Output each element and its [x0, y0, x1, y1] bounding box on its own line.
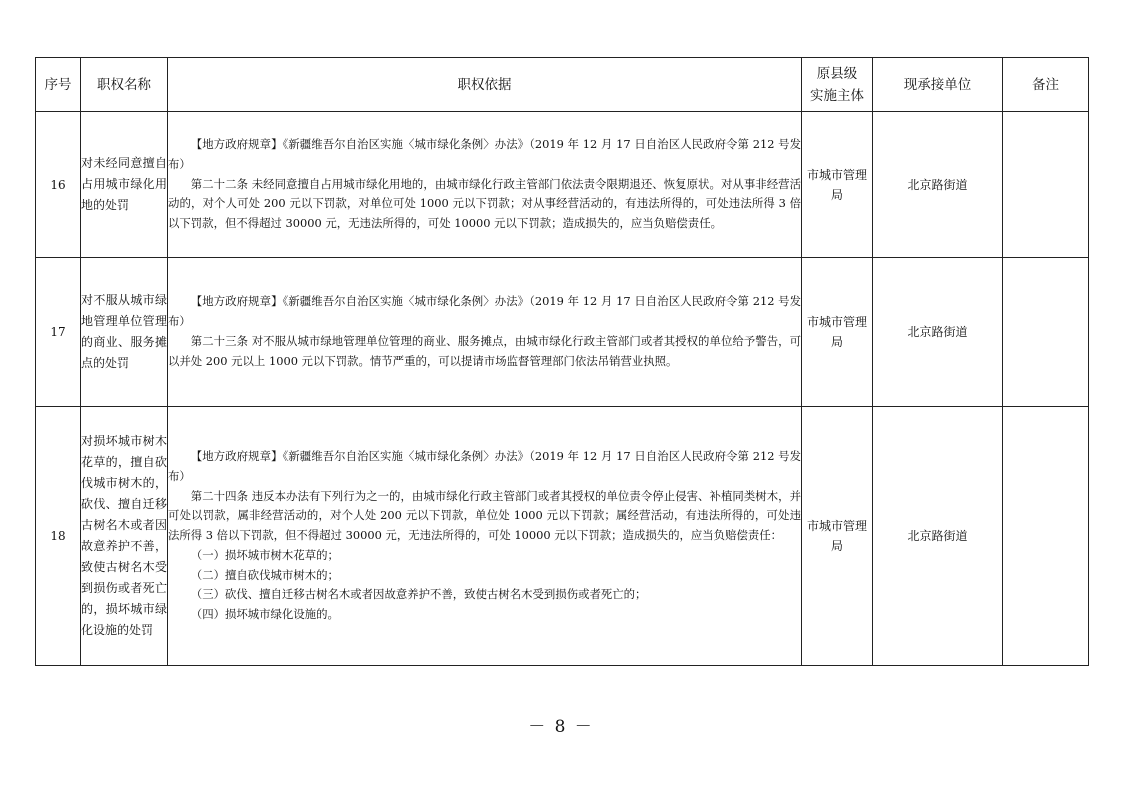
- basis-paragraph: 【地方政府规章】《新疆维吾尔自治区实施〈城市绿化条例〉办法》（2019 年 12 月 17 日自治区人民政府令第 212 号发布）: [168, 448, 801, 483]
- basis-item: （四）损坏城市绿化设施的。: [190, 607, 339, 622]
- header-original-implementer: [802, 58, 873, 112]
- header-seq: 序号: [36, 58, 81, 112]
- basis-paragraph: 第二十二条 未经同意擅自占用城市绿化用地的，由城市绿化行政主管部门依法责令限期退还、恢复原状。对从事非经营活动的，对个人可处 200 元以下罚款，对单位可处 1000 元以下罚款；对从事经营活动的，有违法所得的，可处违法所得 3 倍以下罚款，但不得超过 30000 元，无违法所得的，可处 10000 元以下罚款；造成损失的，应当负赔偿责任。: [168, 176, 801, 231]
- powers-table: [35, 57, 1089, 666]
- table-row: [36, 407, 1089, 666]
- row-remarks: [1003, 112, 1089, 258]
- header-row: [36, 58, 1089, 112]
- header-orig-line2: 实施主体: [810, 87, 864, 104]
- row-original-implementer: 市城市管理局: [802, 112, 873, 258]
- row-basis: [168, 112, 802, 258]
- row-successor: 北京路街道: [873, 407, 1003, 666]
- row-seq: 16: [36, 112, 81, 258]
- row-seq: 18: [36, 407, 81, 666]
- header-basis: 职权依据: [168, 58, 802, 112]
- row-original-implementer: 市城市管理局: [802, 258, 873, 407]
- row-remarks: [1003, 407, 1089, 666]
- row-name: 对未经同意擅自占用城市绿化用地的处罚: [81, 112, 168, 258]
- row-remarks: [1003, 258, 1089, 407]
- basis-item: （二）擅自砍伐城市树木的；: [190, 567, 339, 582]
- page-number: － 8 －: [528, 717, 594, 737]
- header-name: 职权名称: [81, 58, 168, 112]
- row-name: 对损坏城市树木花草的，擅自砍伐城市树木的，砍伐、擅自迁移古树名木或者因故意养护不善，致使古树名木受到损伤或者死亡的，损坏城市绿化设施的处罚: [81, 407, 168, 666]
- header-successor: 现承接单位: [873, 58, 1003, 112]
- basis-paragraph: 【地方政府规章】《新疆维吾尔自治区实施〈城市绿化条例〉办法》（2019 年 12 月 17 日自治区人民政府令第 212 号发布）: [168, 137, 801, 171]
- row-successor: 北京路街道: [873, 112, 1003, 258]
- header-remarks: 备注: [1003, 58, 1089, 112]
- table-row: [36, 112, 1089, 258]
- row-original-implementer: 市城市管理局: [802, 407, 873, 666]
- row-name: 对不服从城市绿地管理单位管理的商业、服务摊点的处罚: [81, 258, 168, 407]
- row-successor: 北京路街道: [873, 258, 1003, 407]
- basis-paragraph: 【地方政府规章】《新疆维吾尔自治区实施〈城市绿化条例〉办法》（2019 年 12 月 17 日自治区人民政府令第 212 号发布）: [168, 294, 801, 329]
- row-seq: 17: [36, 258, 81, 407]
- header-orig-line1: 原县级: [816, 65, 858, 82]
- basis-paragraph: 第二十四条 违反本办法有下列行为之一的，由城市绿化行政主管部门或者其授权的单位责令停止侵害、补植同类树木，并可处以罚款，属非经营活动的，对个人处 200 元以下罚款，单位处 1000 元以下罚款；属经营活动，有违法所得的，可处违法所得 3 倍以下罚款，但不得超过 30000 元，无违法所得的，可处 10000 元以下罚款；造成损失的，应当负赔偿责任：: [168, 488, 801, 543]
- basis-paragraph: 第二十三条 对不服从城市绿地管理单位管理的商业、服务摊点，由城市绿化行政主管部门或者其授权的单位给予警告，可以并处 200 元以上 1000 元以下罚款。情节严重的，可以提请市场监督管理部门依法吊销营业执照。: [168, 334, 801, 368]
- row-basis: [168, 258, 802, 407]
- basis-item: （三）砍伐、擅自迁移古树名木或者因故意养护不善，致使古树名木受到损伤或者死亡的；: [190, 587, 647, 602]
- table-row: [36, 258, 1089, 407]
- row-basis: [168, 407, 802, 666]
- basis-item: （一）损坏城市树木花草的；: [190, 547, 339, 562]
